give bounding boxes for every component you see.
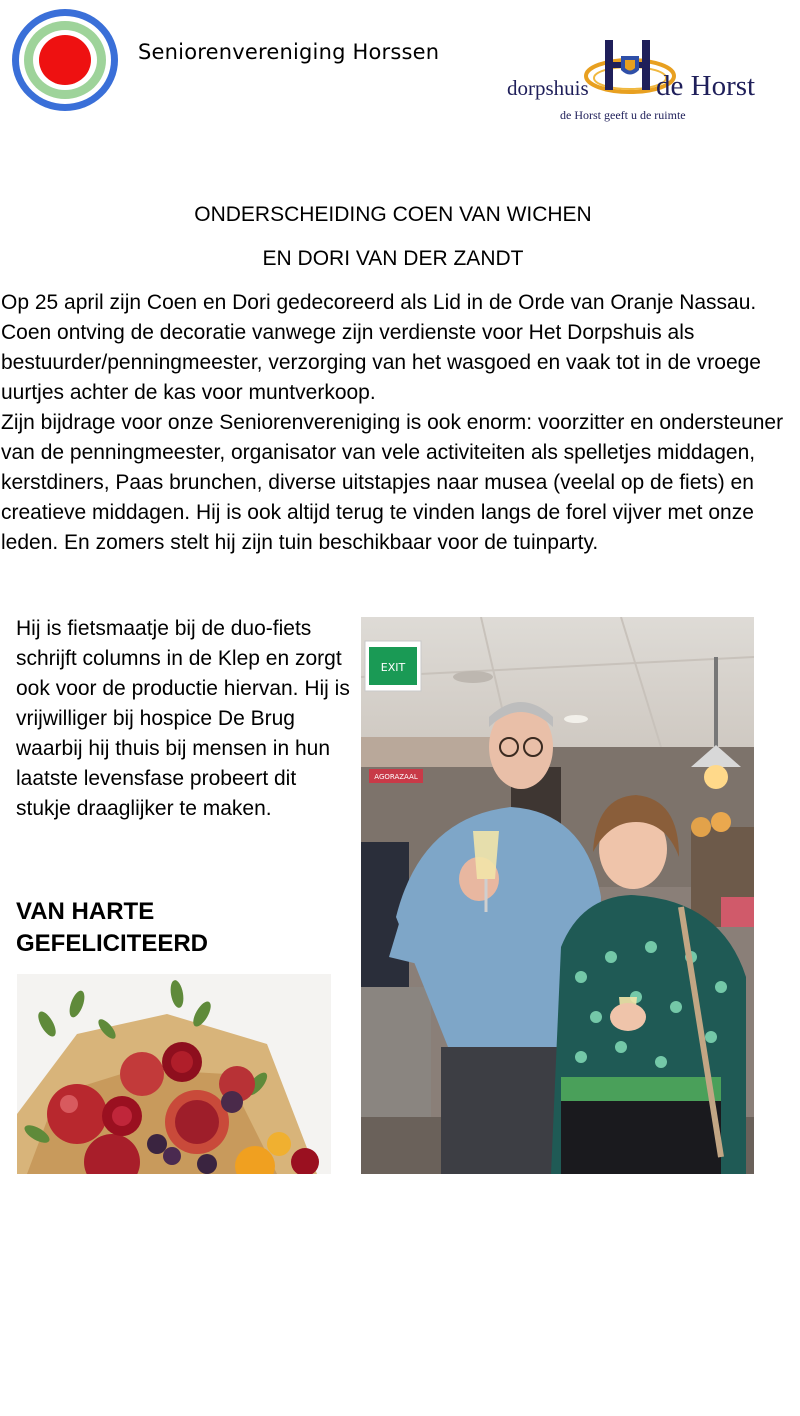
body-paragraph-2: Zijn bijdrage voor onze Seniorenvereniging is ook enorm: voorzitter en ondersteuner van de penningmeester, organisator van vele activiteiten als spelletjes middagen, kerstdiners, Paas brunchen, diverse uitstapjes naar musea (veelal op de fiets) en creatieve middagen. Hij is ook altijd terug te vinden langs de forel vijver met onze leden. En zomers stelt hij zijn tuin beschikbaar voor de tuinparty. [1, 411, 784, 554]
exit-sign-label: EXIT [380, 661, 406, 674]
de-horst-word: de Horst [656, 70, 756, 102]
fruit-bouquet-photo [17, 974, 331, 1174]
body-paragraph-1: Op 25 april zijn Coen en Dori gedecoreerd als Lid in de Orde van Oranje Nassau. Coen ontving de decoratie vanwege zijn verdienste voor Het Dorpshuis als bestuurder/penningmeester, verzorging van het wasgoed en vaak tot in de vroege uurtjes achter de kas voor muntverkoop. [1, 291, 761, 404]
dorpshuis-word: dorpshuis [507, 76, 589, 100]
dorpshuis-tagline: de Horst geeft u de ruimte [560, 108, 686, 122]
organization-name: Seniorenvereniging Horssen [138, 40, 440, 64]
coen-and-dori-photo [361, 617, 754, 1174]
agorazaal-sign: AGORAZAAL [374, 773, 418, 781]
congratulations-heading: VAN HARTE GEFELICITEERD [16, 898, 209, 957]
article-title-line-1: ONDERSCHEIDING COEN VAN WICHEN [194, 203, 592, 226]
senior-club-logo [9, 6, 121, 114]
article-title-line-2: EN DORI VAN DER ZANDT [262, 247, 524, 270]
side-paragraph: Hij is fietsmaatje bij de duo-fiets schrijft columns in de Klep en zorgt ook voor de productie hiervan. Hij is vrijwilliger bij hospice De Brug waarbij hij thuis bij mensen in hun laatste levensfase probeert dit stukje draaglijker te maken. [16, 617, 350, 820]
